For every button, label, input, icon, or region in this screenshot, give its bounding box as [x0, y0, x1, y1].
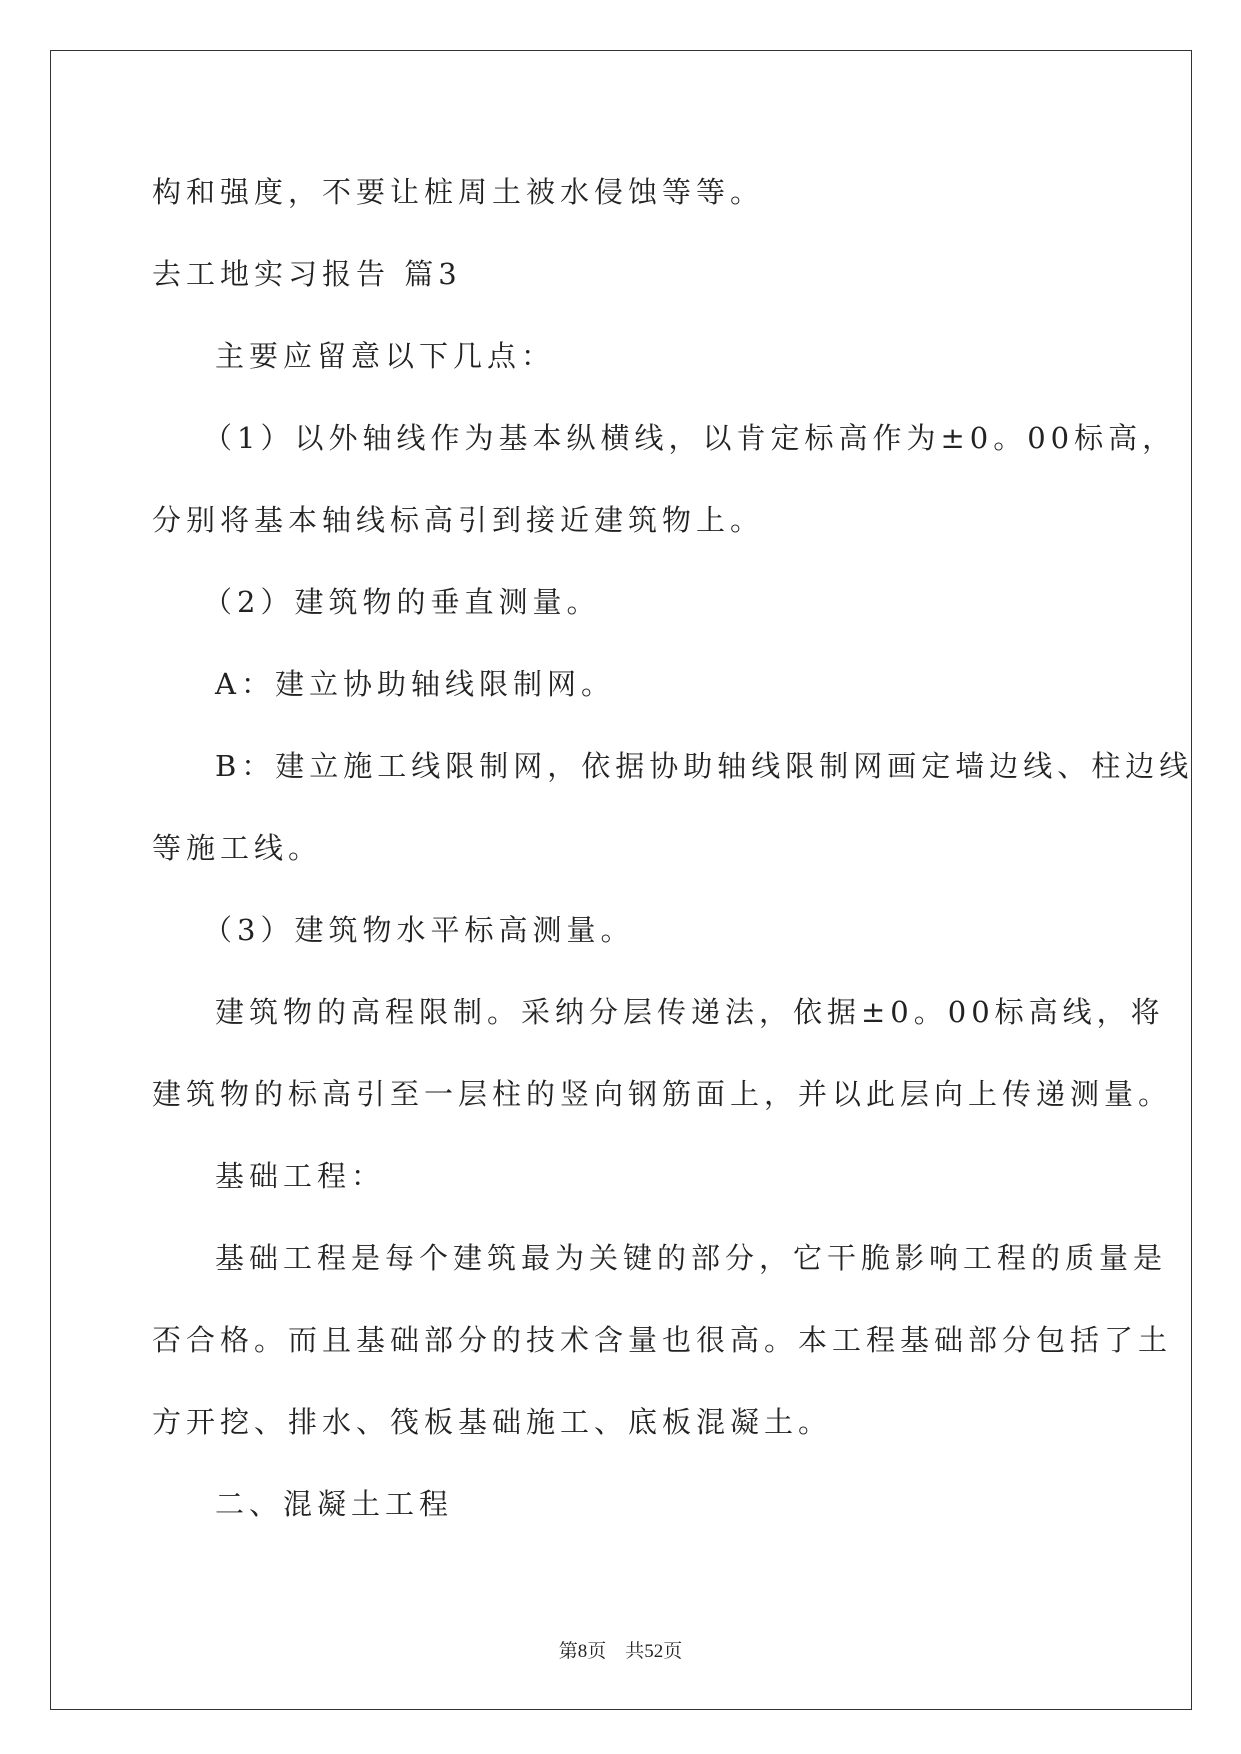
- text-line-12: 建筑物的标高引至一层柱的竖向钢筋面上，并以此层向上传递测量。: [152, 1077, 1173, 1111]
- text-line-17: 二、混凝土工程: [215, 1487, 454, 1521]
- text-line-4: （1）以外轴线作为基本纵横线，以肯定标高作为±0。00标高，: [203, 421, 1177, 455]
- page-number-footer: 第8页 共52页: [558, 1641, 683, 1662]
- text-line-14: 基础工程是每个建筑最为关键的部分，它干脆影响工程的质量是: [215, 1241, 1168, 1275]
- text-line-6: （2）建筑物的垂直测量。: [203, 585, 601, 619]
- section-heading: 去工地实习报告 篇3: [152, 257, 462, 291]
- text-line-9: 等施工线。: [152, 831, 323, 865]
- text-line-10: （3）建筑物水平标高测量。: [203, 913, 635, 947]
- text-line-1: 构和强度，不要让桩周土被水侵蚀等等。: [152, 175, 765, 209]
- text-line-11: 建筑物的高程限制。采纳分层传递法，依据±0。00标高线，将: [215, 995, 1165, 1029]
- text-line-5: 分别将基本轴线标高引到接近建筑物上。: [152, 503, 765, 537]
- text-line-8: B：建立施工线限制网，依据协助轴线限制网画定墙边线、柱边线: [215, 749, 1194, 783]
- page-border: [50, 50, 1192, 1710]
- text-line-16: 方开挖、排水、筏板基础施工、底板混凝土。: [152, 1405, 833, 1439]
- text-line-15: 否合格。而且基础部分的技术含量也很高。本工程基础部分包括了土: [152, 1323, 1173, 1357]
- text-line-13: 基础工程：: [215, 1159, 386, 1193]
- text-line-3: 主要应留意以下几点：: [215, 339, 556, 373]
- text-line-7: A：建立协助轴线限制网。: [215, 667, 615, 701]
